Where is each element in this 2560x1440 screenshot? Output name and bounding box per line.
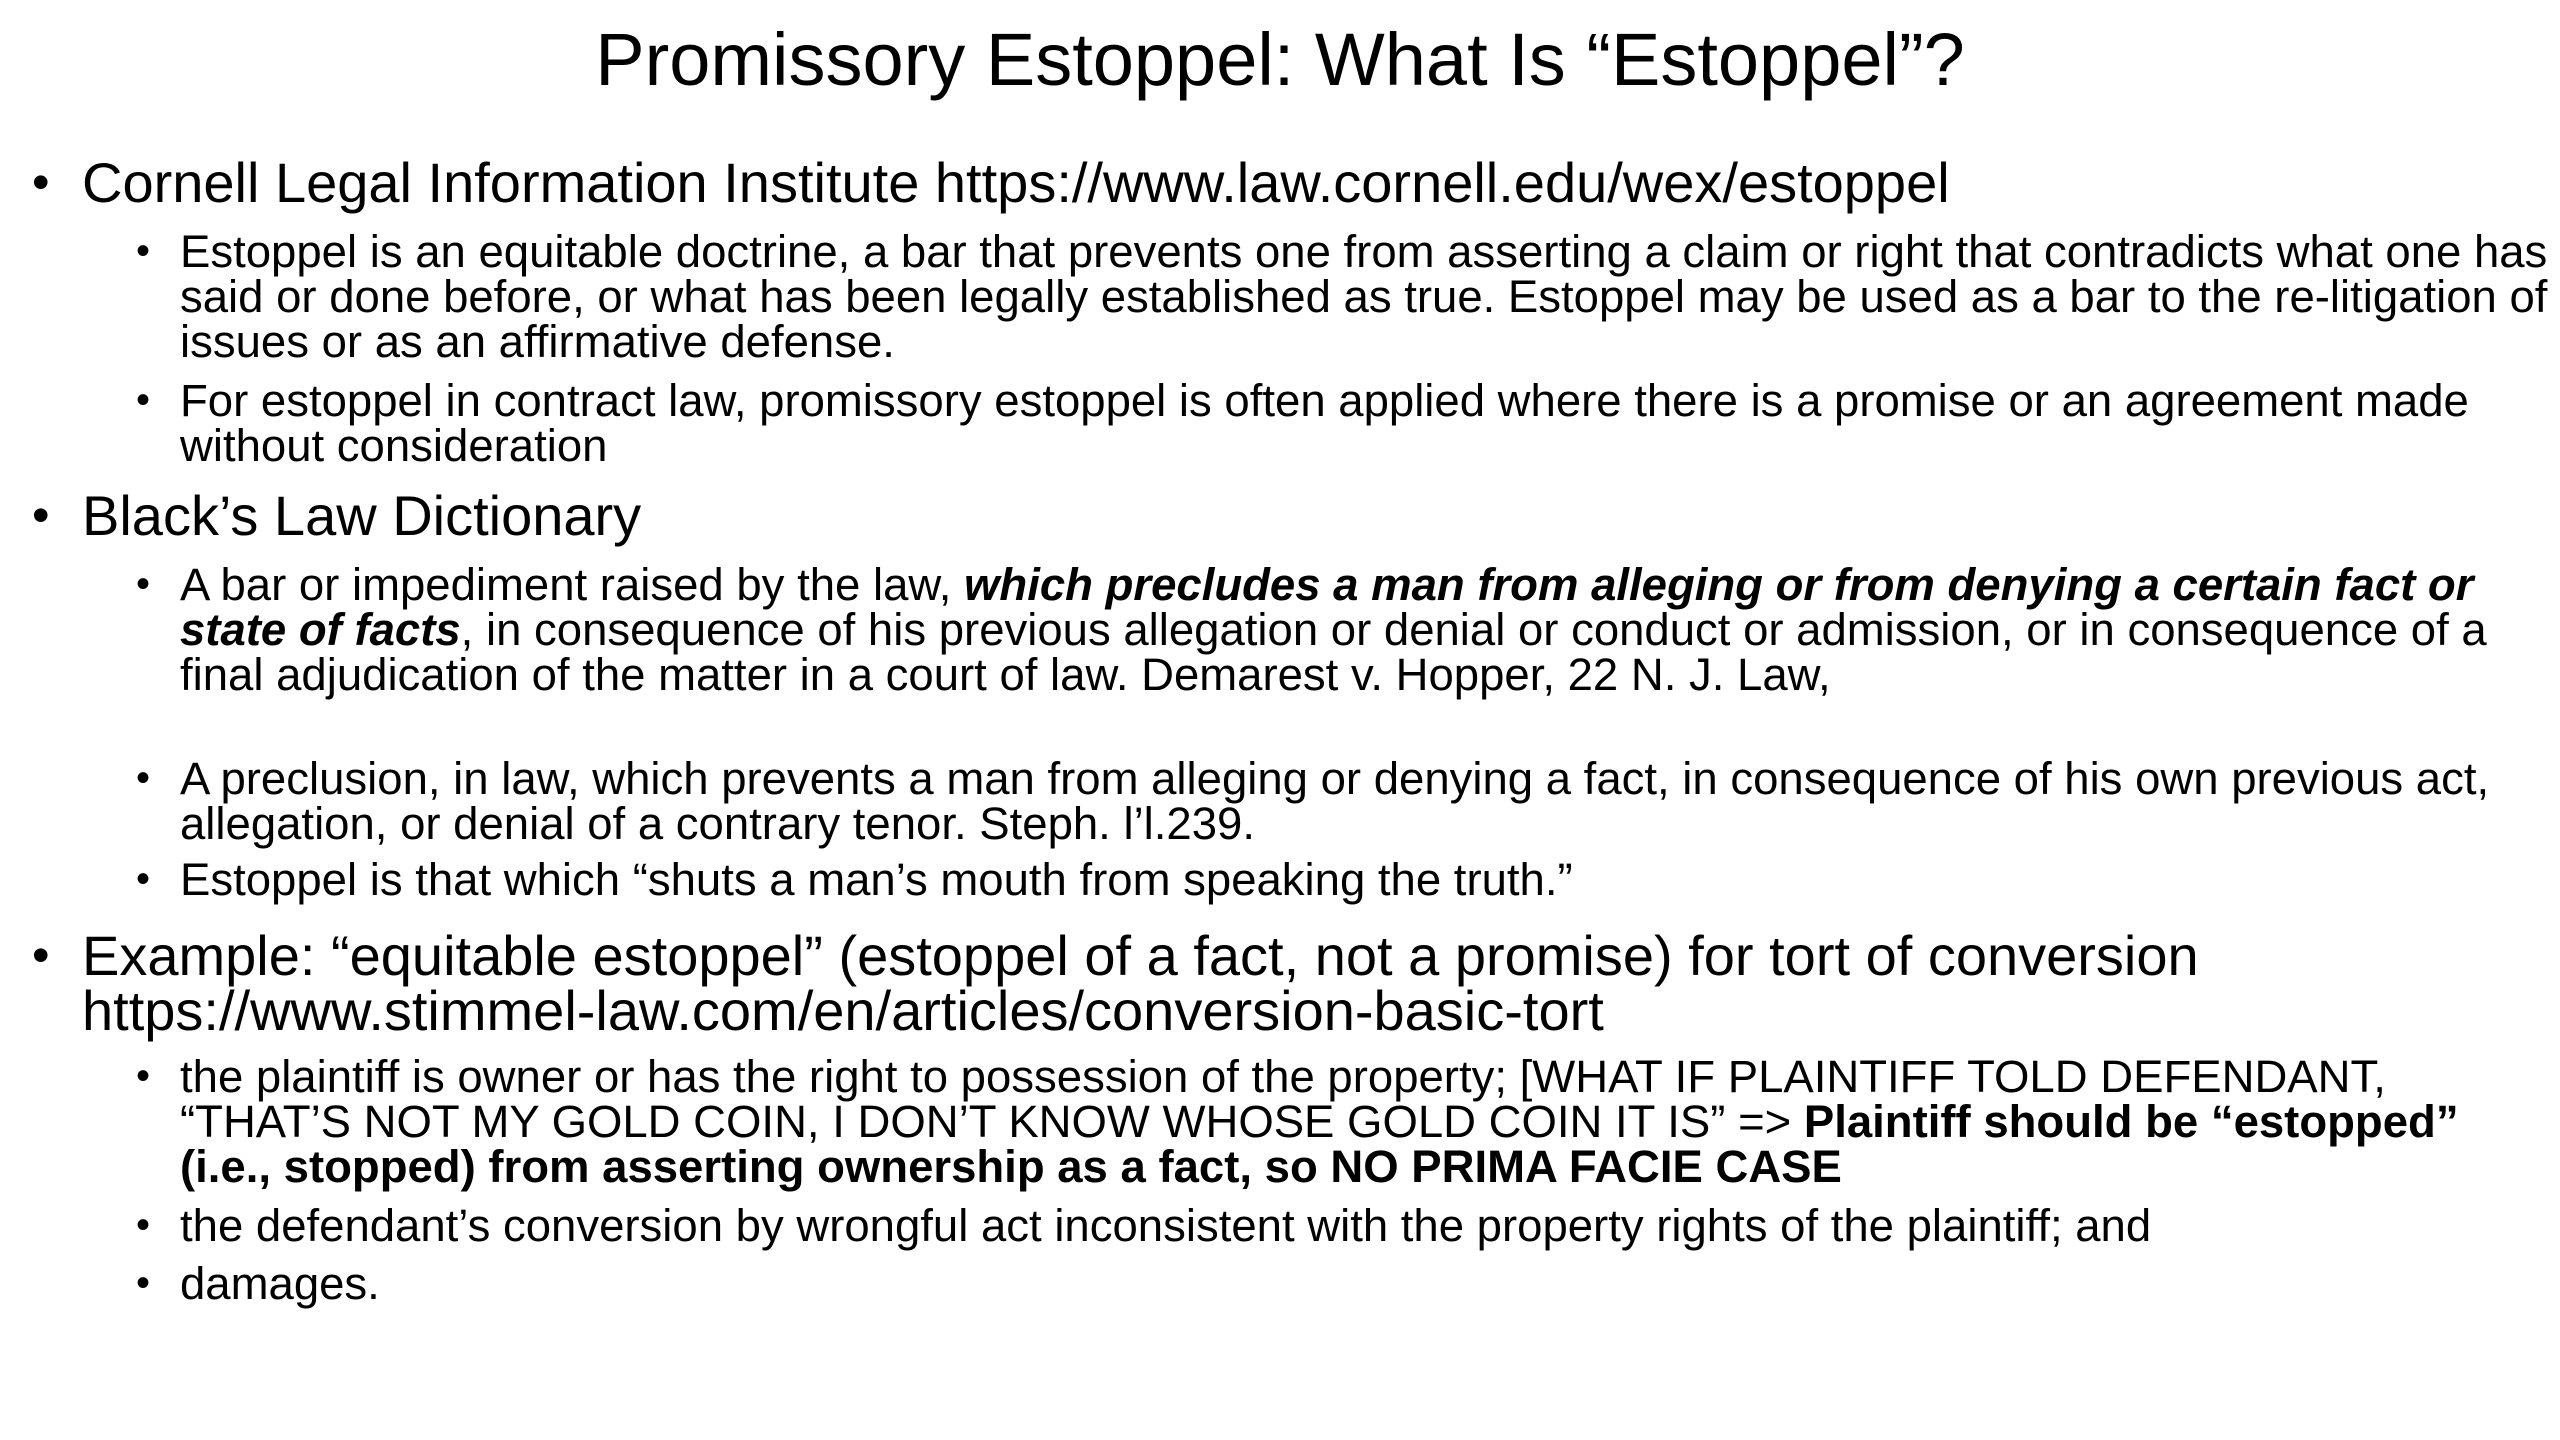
example-heading-url: https://www.stimmel-law.com/en/articles/conversion-basic-tort [82,979,1604,1042]
blacks-bar-text-before: A bar or impediment raised by the law, [180,559,965,610]
subbullet-blacks-bar-definition [180,559,2550,700]
blacks-bar-text-after: , in consequence of his previous allegation or denial or conduct or admission, or in consequence of a final adjudication of the matter in a court of law. Demarest v. Hopper, 22 N. J. Law, [180,604,2487,700]
subbullet-blacks-shuts-mouth: • Estoppel is that which “shuts a man’s mouth from speaking the truth.” [180,857,2550,902]
bullet-example-equitable-estoppel [82,924,2512,1042]
subbullet-plaintiff-owner [180,1051,2550,1192]
subbullet-cornell-contract-law: • For estoppel in contract law, promissory estoppel is often applied where there is a promise or an agreement made without consideration [180,378,2550,468]
plaintiff-estopped-bold: Plaintiff should be “estopped” (i.e., stopped) from asserting ownership as a fact, so NO PRIMA FACIE CASE [180,1096,2459,1192]
example-heading-line1: • Example: “equitable estoppel” (estoppel of a fact, not a promise) for tort of conversion [82,924,2199,987]
subbullet-defendant-conversion: • the defendant’s conversion by wrongful act inconsistent with the property rights of the plaintiff; and [180,1203,2550,1248]
subbullet-damages: • damages. [180,1261,2550,1306]
plaintiff-owner-text: the plaintiff is owner or has the right to possession of the property; [WHAT IF PLAINTIFF TOLD DEFENDANT, “THAT’S NOT MY GOLD COIN, I DON’T KNOW WHOSE GOLD COIN IT IS” => [180,1051,2386,1147]
subbullet-blacks-preclusion: • A preclusion, in law, which prevents a man from alleging or denying a fact, in consequence of his own previous act, allegation, or denial of a contrary tenor. Steph. l’l.239. [180,756,2550,846]
bullet-cornell-lii: • Cornell Legal Information Institute https://www.law.cornell.edu/wex/estoppel [82,155,2512,210]
subbullet-cornell-definition: • Estoppel is an equitable doctrine, a bar that prevents one from asserting a claim or right that contradicts what one has said or done before, or what has been legally established as true. Estoppel may be used as a bar to the re-litigation of issues or as an affirmative defense. [180,229,2550,364]
blacks-bar-emphasis: which precludes a man from alleging or from denying a certain fact or state of facts [180,559,2474,655]
bullet-blacks-law-dictionary: • Black’s Law Dictionary [82,488,2512,543]
slide-title: Promissory Estoppel: What Is “Estoppel”? [595,18,1965,101]
